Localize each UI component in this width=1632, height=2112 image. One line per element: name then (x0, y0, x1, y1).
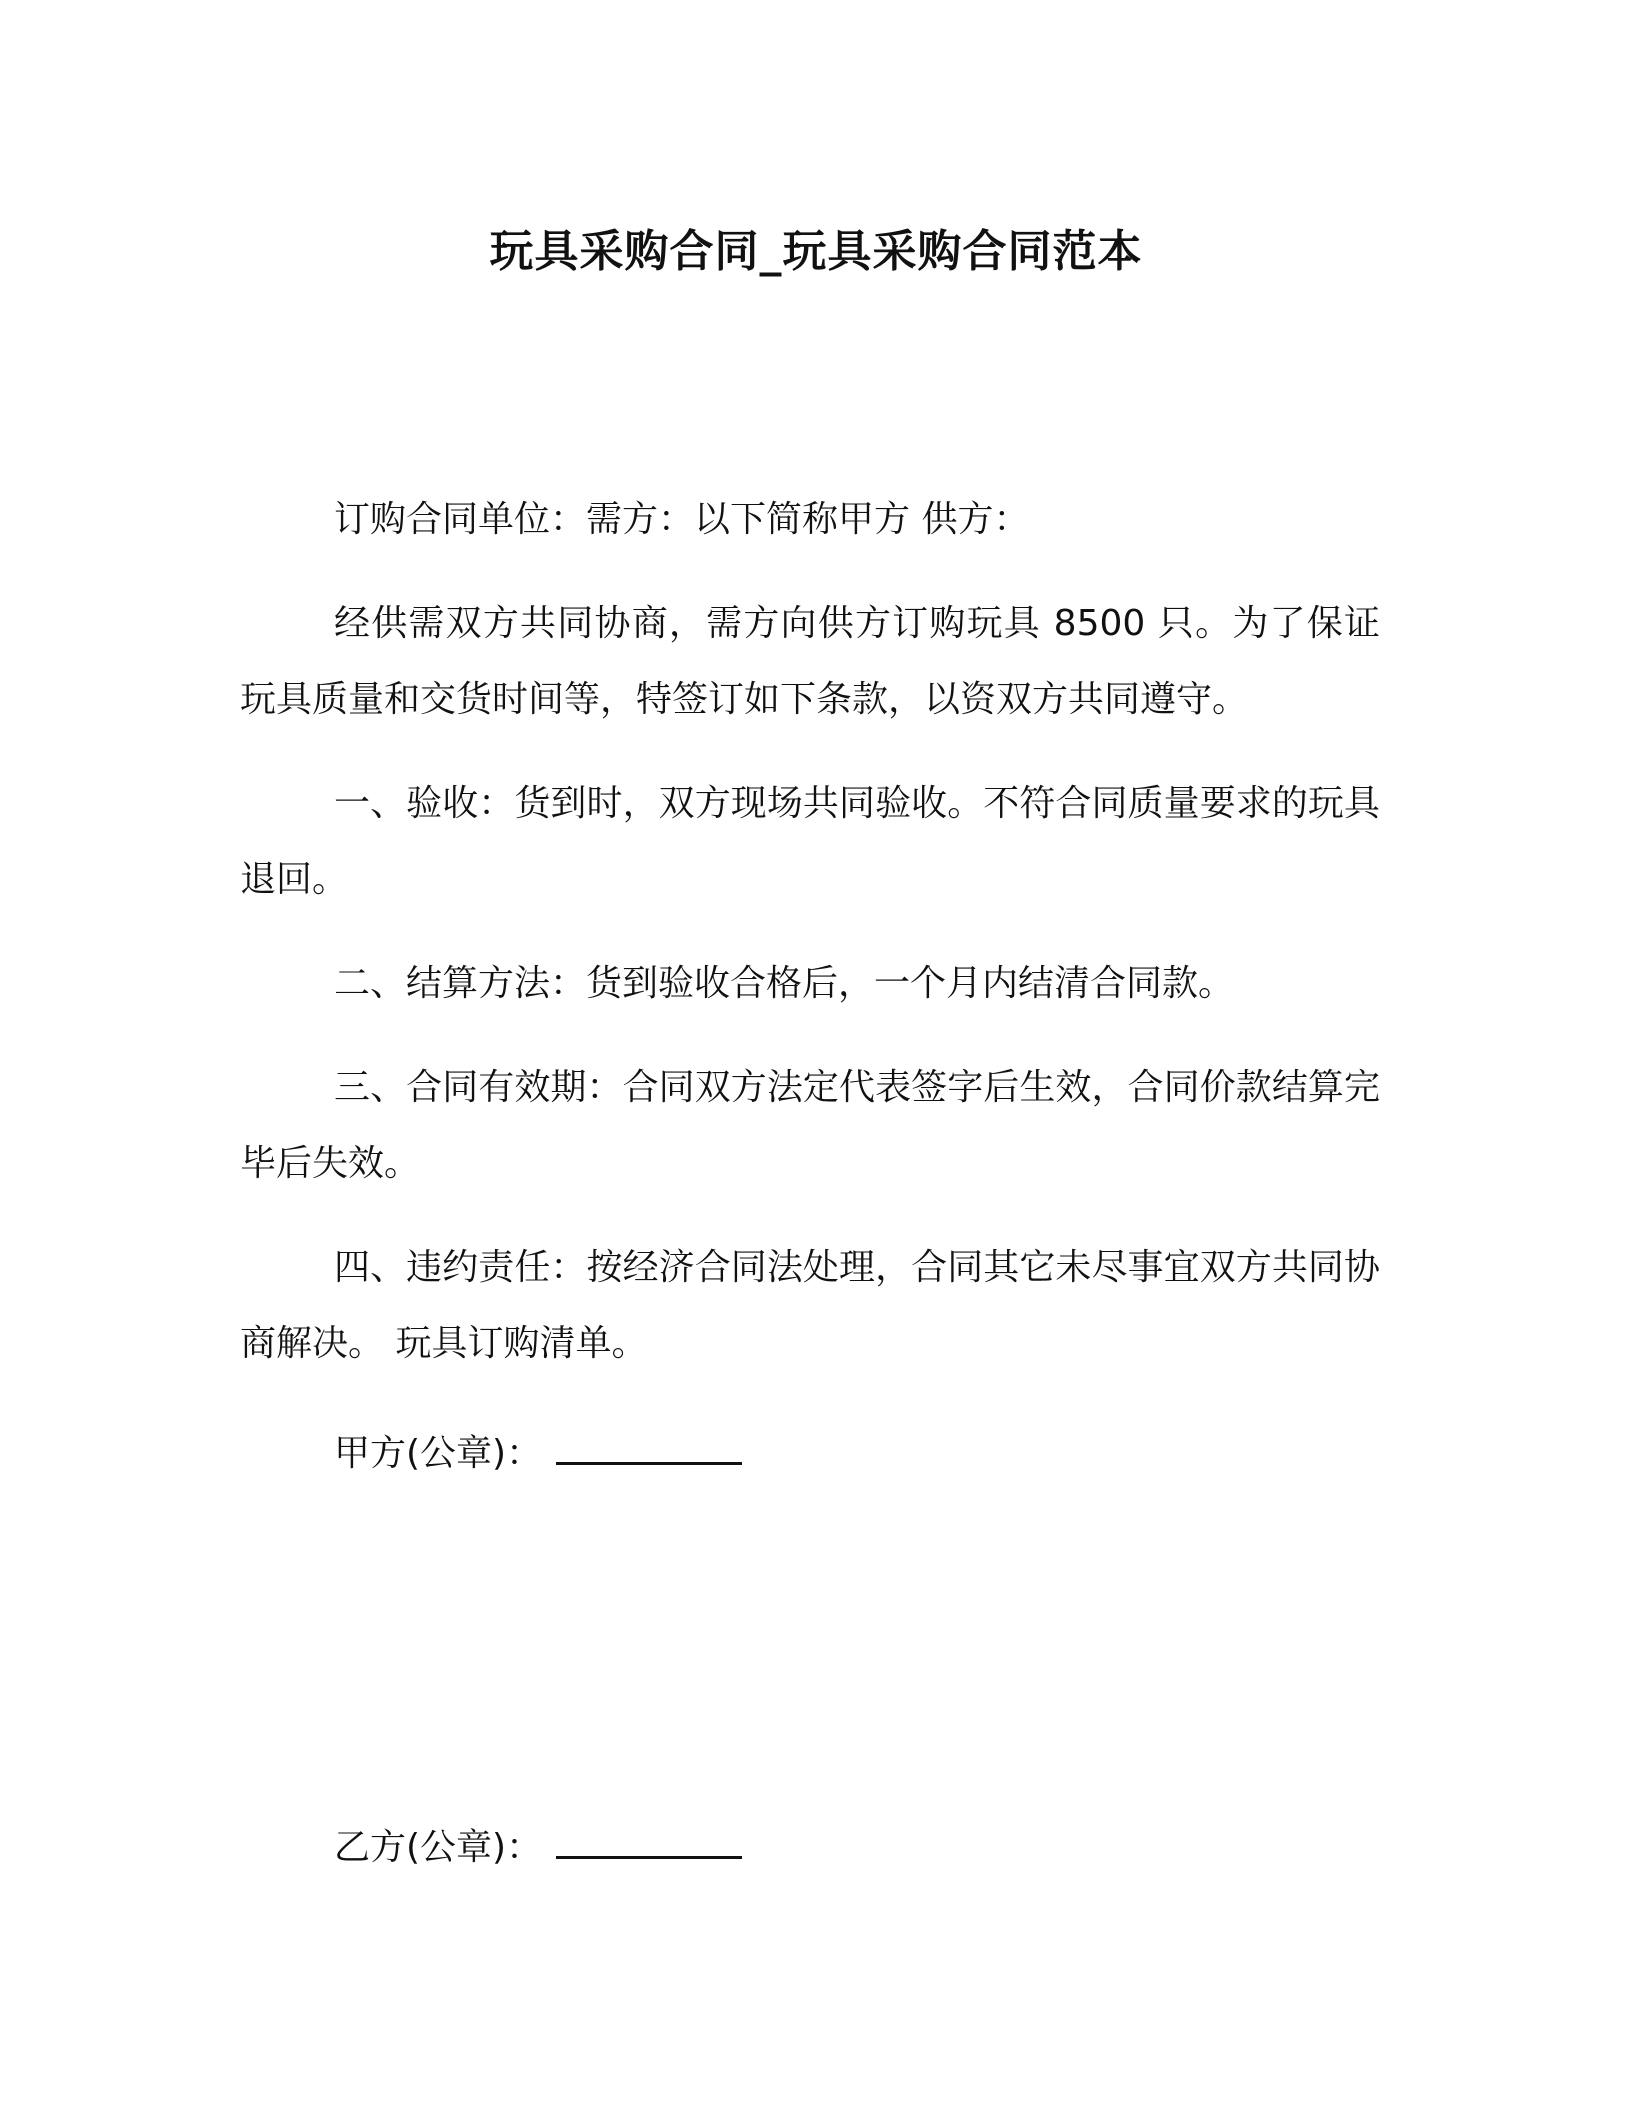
signature-party-a (334, 1424, 742, 1484)
paragraph-preamble: 经供需双方共同协商，需方向供方订购玩具 8500 只。为了保证玩具质量和交货时间等，特签订如下条款，以资双方共同遵守。 (240, 603, 1380, 720)
signature-party-b-line (556, 1852, 742, 1859)
document-title: 玩具采购合同_玩具采购合同范本 (489, 226, 1143, 277)
signature-party-a-label: 甲方(公章)： (334, 1433, 543, 1474)
paragraph-clause-liability: 四、违约责任：按经济合同法处理，合同其它未尽事宜双方共同协商解决。 玩具订购清单。 (240, 1247, 1380, 1364)
signature-party-b-label: 乙方(公章)： (334, 1827, 543, 1868)
signature-party-a-line (556, 1458, 742, 1465)
paragraph-clause-validity: 三、合同有效期：合同双方法定代表签字后生效，合同价款结算完毕后失效。 (240, 1067, 1380, 1184)
paragraph-clause-settlement: 二、结算方法：货到验收合格后，一个月内结清合同款。 (334, 963, 1235, 1004)
signature-party-b (334, 1818, 742, 1878)
paragraph-clause-acceptance: 一、验收：货到时，双方现场共同验收。不符合同质量要求的玩具退回。 (240, 783, 1380, 900)
paragraph-parties: 订购合同单位：需方：以下简称甲方 供方： (334, 499, 1030, 540)
